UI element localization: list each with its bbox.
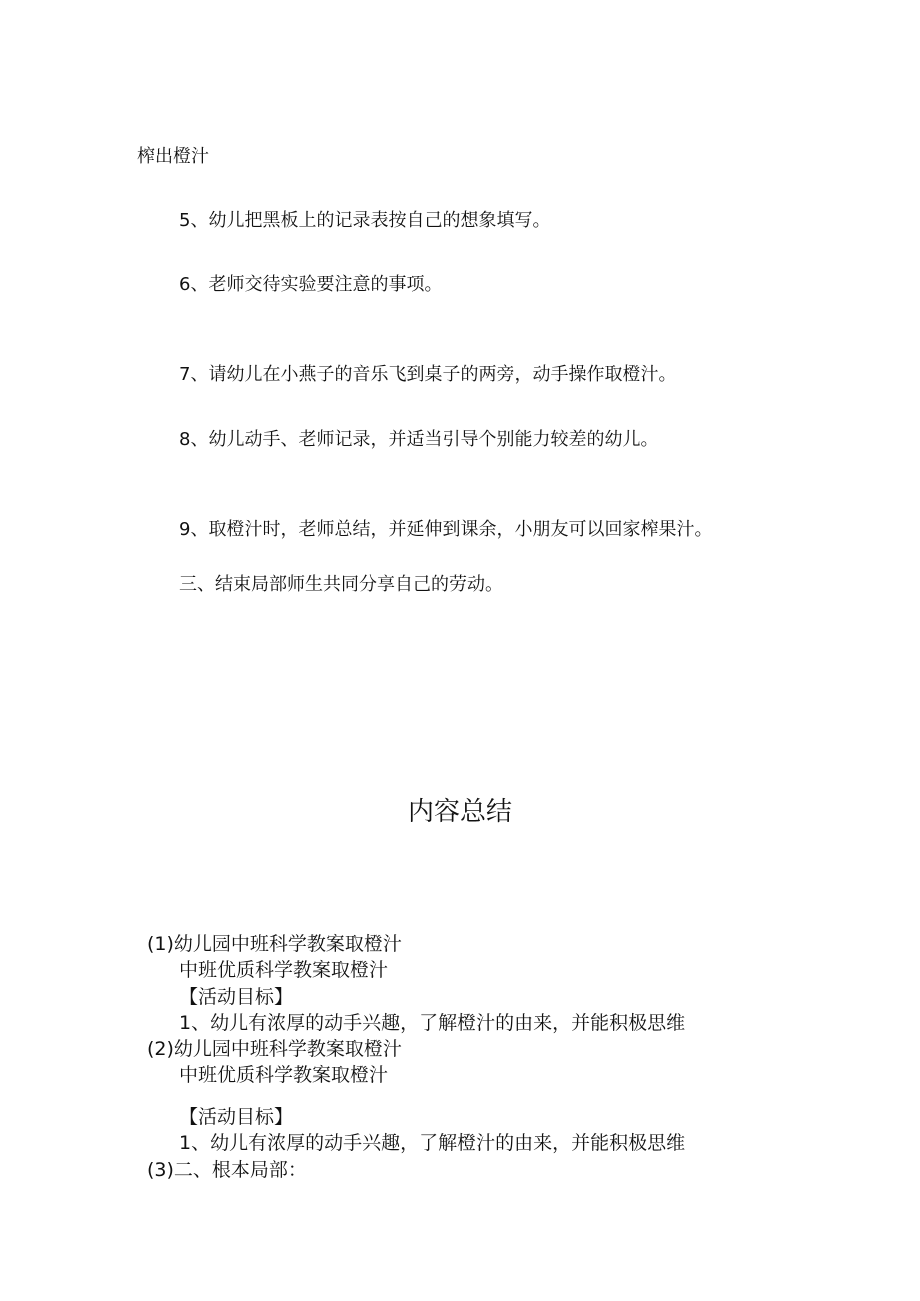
paragraph-line: 9、取橙汁时，老师总结，并延伸到课余，小朋友可以回家榨果汁。 <box>179 519 713 540</box>
summary-line: 中班优质科学教案取橙汁 <box>179 959 389 981</box>
summary-title: 内容总结 <box>407 797 512 827</box>
paragraph-line: 7、请幼儿在小燕子的音乐飞到桌子的两旁，动手操作取橙汁。 <box>179 364 677 385</box>
paragraph-line: 5、幼儿把黑板上的记录表按自己的想象填写。 <box>179 210 551 231</box>
summary-line: 中班优质科学教案取橙汁 <box>179 1064 389 1086</box>
paragraph-line: 8、幼儿动手、老师记录，并适当引导个别能力较差的幼儿。 <box>179 429 659 450</box>
summary-line: (2)幼儿园中班科学教案取橙汁 <box>147 1038 402 1060</box>
paragraph-line: 三、结束局部师生共同分享自己的劳动。 <box>179 574 503 595</box>
paragraph-line: 榨出橙汁 <box>137 146 209 167</box>
paragraph-line: 6、老师交待实验要注意的事项。 <box>179 274 443 295</box>
summary-line: (3)二、根本局部： <box>147 1159 307 1181</box>
summary-line: (1)幼儿园中班科学教案取橙汁 <box>147 933 402 955</box>
summary-line: 【活动目标】 <box>179 986 294 1008</box>
summary-line: 1、幼儿有浓厚的动手兴趣，了解橙汁的由来，并能积极思维 <box>179 1012 686 1034</box>
summary-line: 1、幼儿有浓厚的动手兴趣，了解橙汁的由来，并能积极思维 <box>179 1132 686 1154</box>
summary-line: 【活动目标】 <box>179 1106 294 1128</box>
